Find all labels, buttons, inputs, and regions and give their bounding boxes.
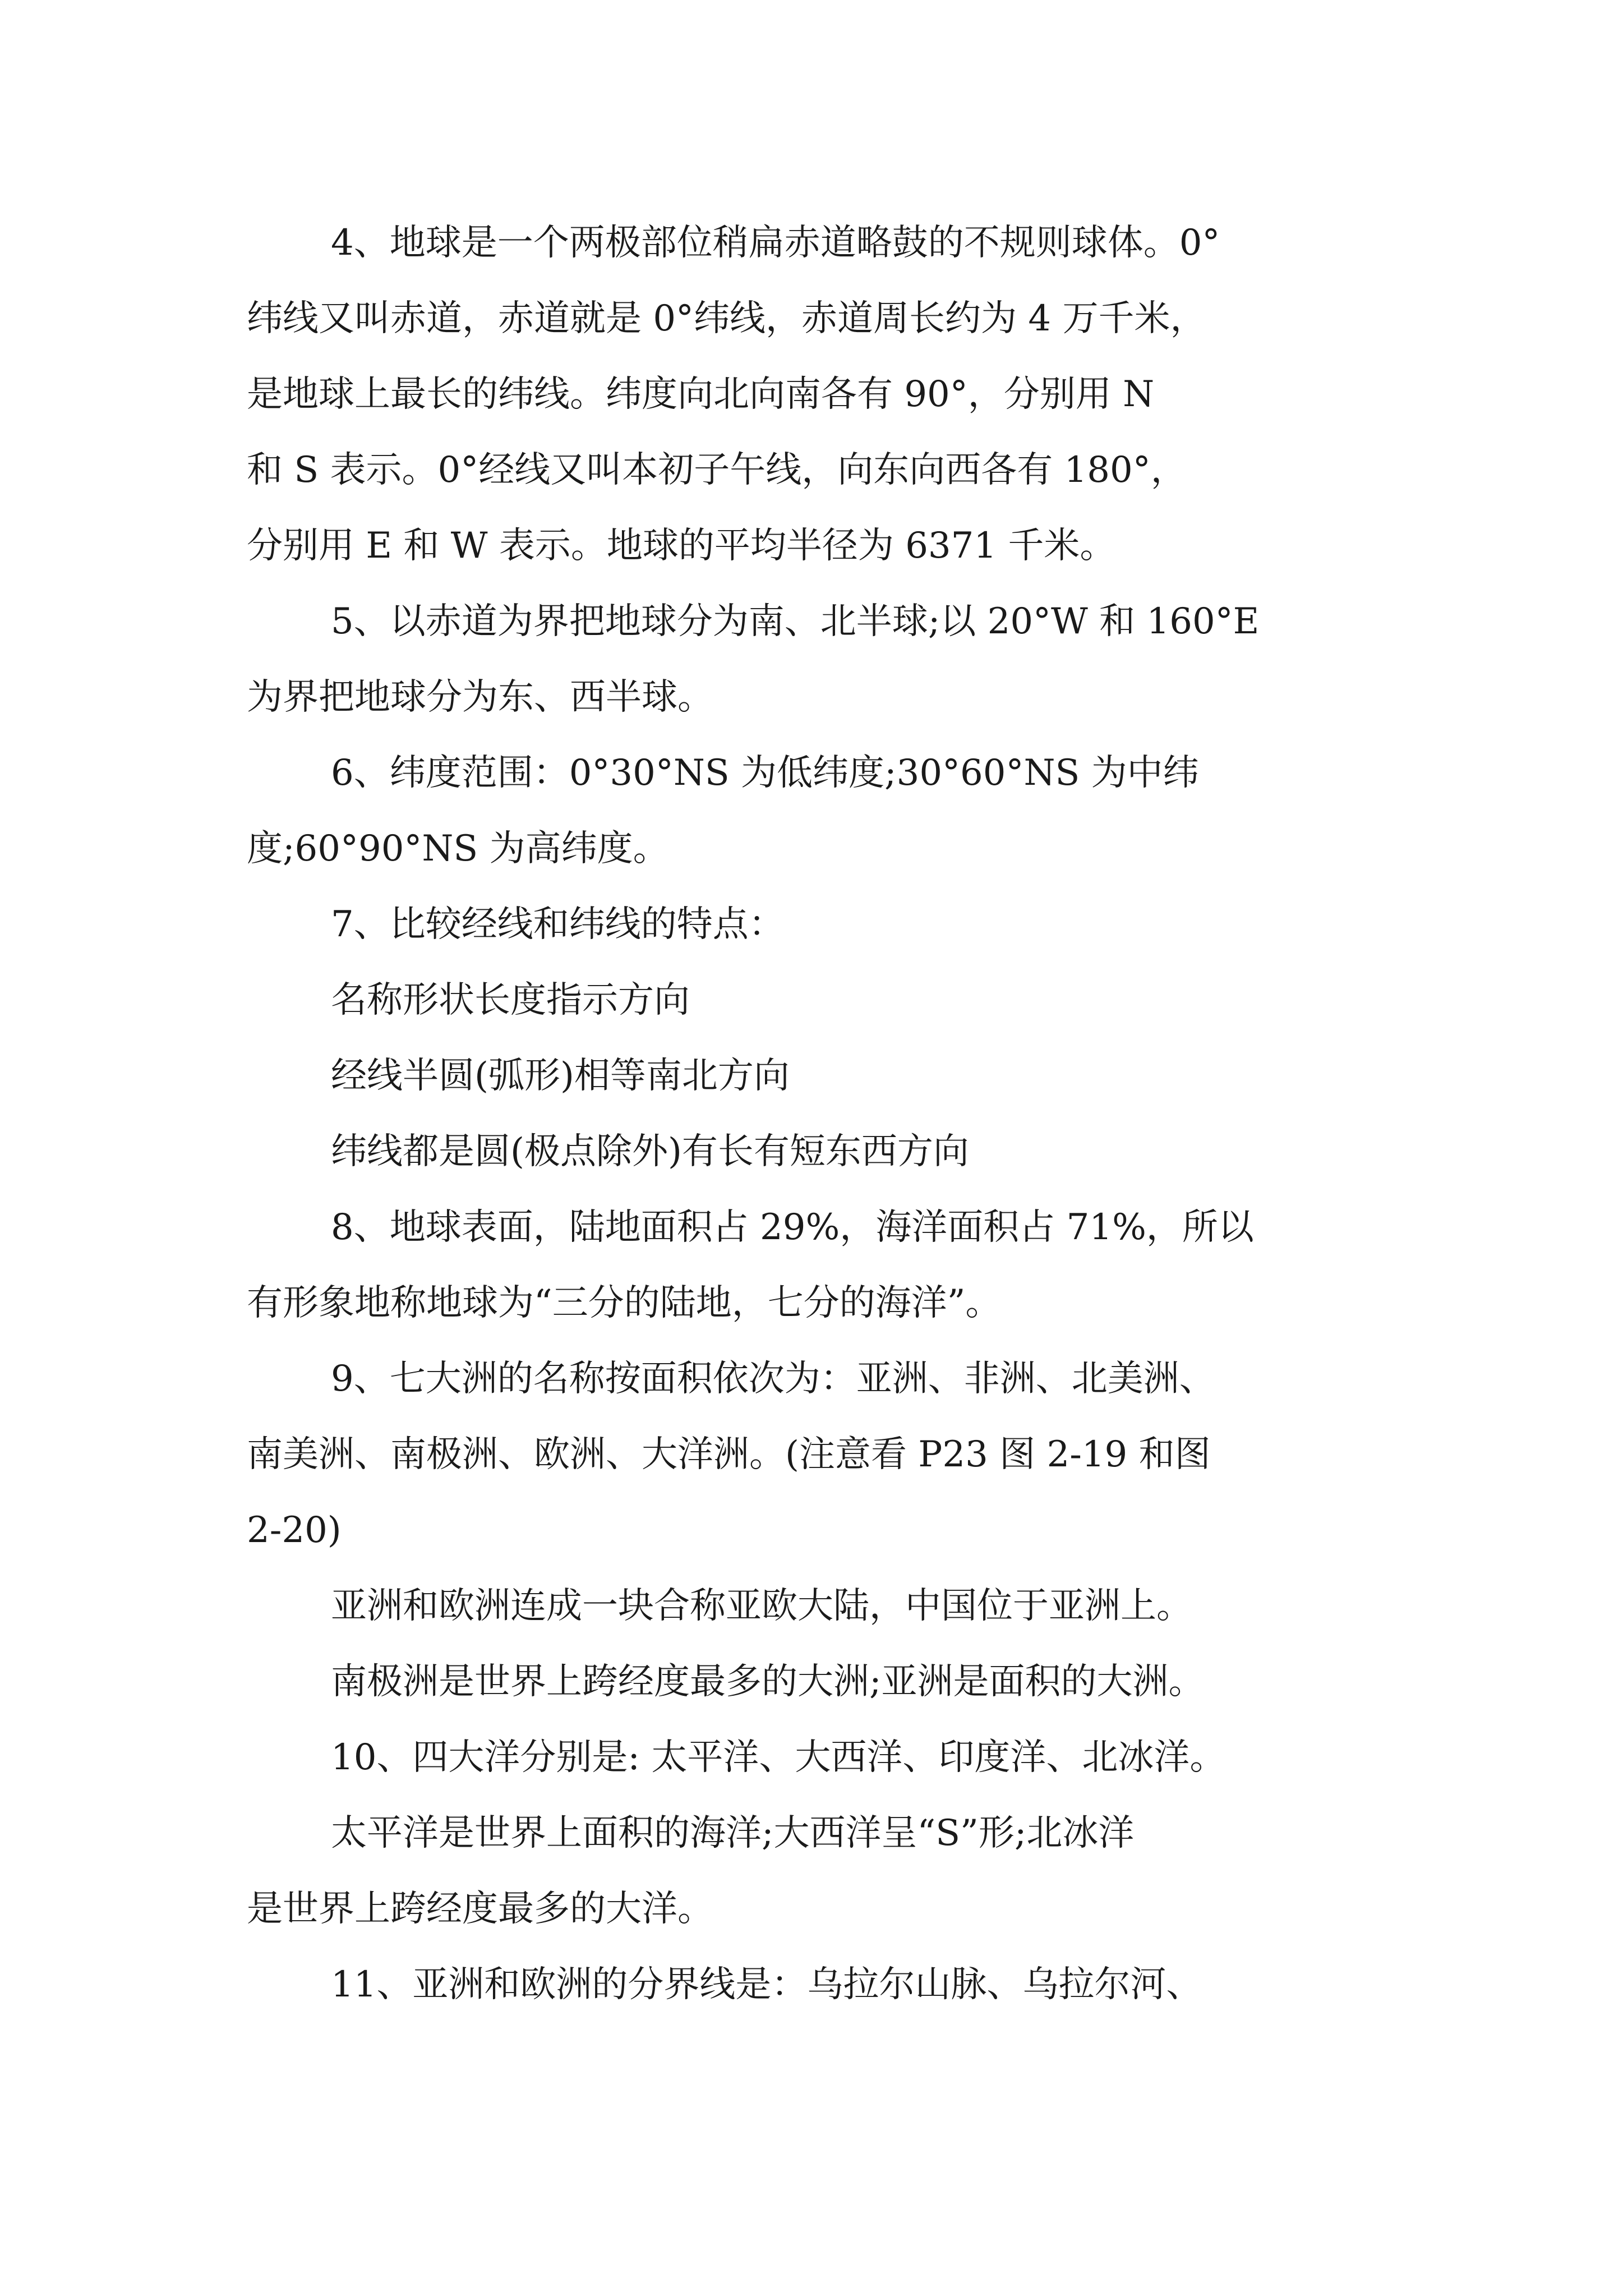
text-line: 分别用 E 和 W 表示。地球的平均半径为 6371 千米。	[247, 525, 1116, 567]
text-line: 有形象地称地球为“三分的陆地，七分的海洋”。	[247, 1282, 1002, 1324]
text-line: 南美洲、南极洲、欧洲、大洋洲。(注意看 P23 图 2-19 和图	[247, 1434, 1211, 1475]
text-line: 纬线都是圆(极点除外)有长有短东西方向	[331, 1131, 969, 1172]
text-line: 经线半圆(弧形)相等南北方向	[331, 1055, 790, 1097]
text-line: 7、比较经线和纬线的特点：	[331, 904, 785, 945]
text-line: 2-20)	[247, 1510, 342, 1551]
text-line: 9、七大洲的名称按面积依次为：亚洲、非洲、北美洲、	[331, 1358, 1215, 1400]
text-line: 为界把地球分为东、西半球。	[247, 677, 713, 718]
text-line: 亚洲和欧洲连成一块合称亚欧大陆，中国位于亚洲上。	[331, 1585, 1192, 1627]
text-line: 南极洲是世界上跨经度最多的大洲;亚洲是面积的大洲。	[331, 1661, 1205, 1703]
text-line: 度;60°90°NS 为高纬度。	[247, 828, 669, 869]
text-line: 8、地球表面，陆地面积占 29%，海洋面积占 71%，所以	[331, 1207, 1254, 1248]
text-line: 10、四大洋分别是: 太平洋、大西洋、印度洋、北冰洋。	[331, 1737, 1226, 1778]
text-line: 太平洋是世界上面积的海洋;大西洋呈“S”形;北冰洋	[331, 1812, 1135, 1854]
text-line: 是世界上跨经度最多的大洋。	[247, 1888, 713, 1930]
text-line: 6、纬度范围：0°30°NS 为低纬度;30°60°NS 为中纬	[331, 752, 1199, 794]
text-line: 纬线又叫赤道，赤道就是 0°纬线，赤道周长约为 4 万千米，	[247, 298, 1206, 339]
text-line: 5、以赤道为界把地球分为南、北半球;以 20°W 和 160°E	[331, 601, 1260, 642]
text-line: 是地球上最长的纬线。纬度向北向南各有 90°，分别用 N	[247, 374, 1155, 415]
text-line: 和 S 表示。0°经线又叫本初子午线，向东向西各有 180°，	[247, 449, 1187, 491]
text-line: 名称形状长度指示方向	[331, 979, 690, 1021]
text-line: 11、亚洲和欧洲的分界线是：乌拉尔山脉、乌拉尔河、	[331, 1964, 1202, 2005]
text-line: 4、地球是一个两极部位稍扁赤道略鼓的不规则球体。0°	[331, 222, 1220, 264]
